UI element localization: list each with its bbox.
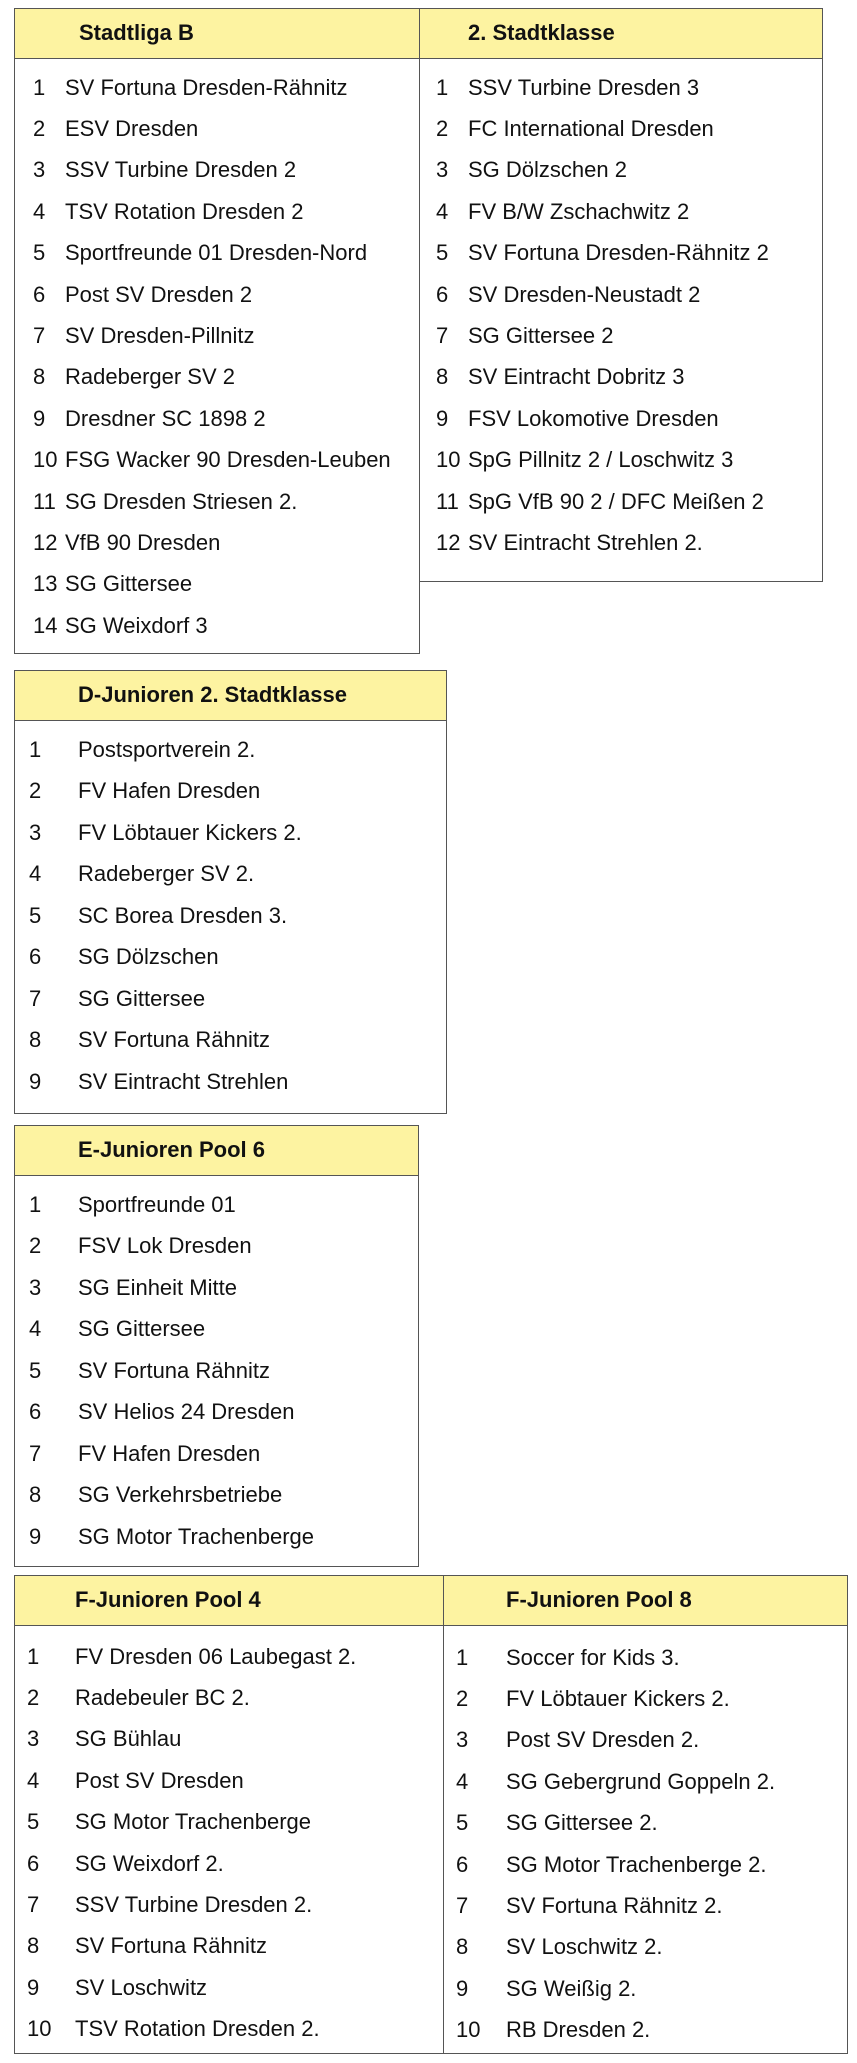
team-name: FSV Lok Dresden [78,1233,252,1258]
team-name: Sportfreunde 01 Dresden-Nord [65,240,368,266]
rank-number: 8 [33,364,46,390]
table-row [15,108,419,149]
table-title: F-Junioren Pool 8 [444,1576,847,1626]
rank-number: 11 [33,488,56,514]
team-name: SV Fortuna Dresden-Rähnitz 2 [468,240,769,266]
table-row [15,1677,444,1718]
rank-number: 9 [436,405,449,431]
team-name: SV Loschwitz 2. [506,1934,663,1960]
table-row [15,1636,444,1677]
team-name: Sportfreunde 01 [78,1191,236,1217]
rank-number: 10 [27,2016,52,2042]
team-name: SG Gebergrund Goppeln 2. [506,1768,776,1794]
rank-number: 6 [456,1851,469,1877]
table-row [444,1637,847,1678]
table-row [420,108,822,149]
rank-number: 2 [436,115,449,141]
table-title: F-Junioren Pool 4 [15,1576,444,1626]
rank-number: 1 [27,1643,40,1669]
rank-number: 14 [33,612,58,638]
rank-number: 13 [33,571,58,597]
rank-number: 6 [29,944,42,969]
team-name: ESV Dresden [65,115,199,141]
team-name: FV Hafen Dresden [78,778,261,803]
table-row [15,936,446,977]
team-name: SG Dölzschen [78,944,219,969]
team-name: Radeberger SV 2 [65,364,235,390]
table-row [15,1350,418,1391]
team-name: SG Bühlau [75,1726,182,1752]
team-name: SV Fortuna Rähnitz [78,1357,270,1383]
team-name: SG Dresden Striesen 2. [65,488,298,514]
table-row [420,274,822,315]
table-row [444,1719,847,1760]
team-name: TSV Rotation Dresden 2. [75,2016,320,2042]
table-row [15,563,419,604]
team-name: SG Weißig 2. [506,1975,637,2001]
team-name: SV Eintracht Dobritz 3 [468,364,685,390]
rank-number: 5 [29,902,42,928]
team-name: SpG VfB 90 2 / DFC Meißen 2 [468,488,764,514]
team-name: FV Löbtauer Kickers 2. [506,1685,730,1711]
rank-number: 2 [33,115,46,141]
table-row [420,522,822,563]
rank-number: 3 [29,819,42,845]
rank-number: 1 [29,736,42,762]
rank-number: 9 [29,1068,42,1094]
rank-number: 8 [27,1933,40,1959]
table-row [444,1802,847,1843]
rank-number: 6 [29,1399,42,1424]
team-name: SG Weixdorf 3 [65,612,208,638]
table-row [444,1968,847,2009]
table-row [15,274,419,315]
team-name: SV Fortuna Rähnitz [78,1027,270,1052]
table-row [15,1433,418,1474]
table-row [15,1184,418,1225]
team-name: SG Gittersee 2 [468,322,614,348]
rank-number: 12 [33,529,58,555]
rank-number: 2 [29,1233,42,1258]
team-name: SG Verkehrsbetriebe [78,1482,283,1507]
team-name: Post SV Dresden 2. [506,1727,700,1753]
table-row [420,439,822,480]
table-row [15,1801,444,1842]
table-row [15,439,419,480]
team-name: SC Borea Dresden 3. [78,902,288,928]
table-row [444,2009,847,2050]
team-name: Post SV Dresden [75,1767,244,1793]
table-stadtklasse-2 [419,8,823,582]
rank-number: 10 [456,2017,481,2043]
table-row [15,1267,418,1308]
table-row [444,1844,847,1885]
rank-number: 2 [29,778,42,803]
rank-number: 12 [436,529,461,555]
table-row [15,481,419,522]
table-row [444,1761,847,1802]
rank-number: 5 [456,1810,469,1836]
table-row [15,812,446,853]
table-f-junioren-pool4 [14,1575,445,2054]
table-row [15,729,446,770]
rank-number: 11 [436,488,459,514]
team-name: SV Loschwitz [75,1974,208,2000]
table-title: Stadtliga B [15,9,419,59]
rank-number: 5 [29,1357,42,1383]
table-row [15,1925,444,1966]
table-row [420,356,822,397]
team-name: FSV Lokomotive Dresden [468,405,719,431]
team-name: Radeberger SV 2. [78,861,255,886]
team-name: SG Einheit Mitte [78,1274,237,1300]
rank-number: 3 [456,1727,469,1753]
table-row [15,398,419,439]
table-row [15,67,419,108]
rank-number: 10 [436,447,461,473]
rank-number: 7 [29,985,42,1011]
table-row [420,481,822,522]
team-name: SSV Turbine Dresden 2. [75,1891,313,1917]
team-name: SG Dölzschen 2 [468,157,627,183]
rank-number: 8 [29,1482,42,1507]
team-name: Postsportverein 2. [78,736,256,762]
team-name: Soccer for Kids 3. [506,1644,680,1670]
rank-number: 7 [27,1891,40,1917]
rank-number: 9 [456,1975,469,2001]
table-row [15,315,419,356]
table-row [420,398,822,439]
team-name: SV Fortuna Dresden-Rähnitz [65,74,348,100]
team-name: SG Motor Trachenberge 2. [506,1851,767,1877]
rank-number: 8 [456,1934,469,1960]
table-title: D-Junioren 2. Stadtklasse [15,671,446,721]
rank-number: 2 [27,1684,40,1710]
team-name: SV Fortuna Rähnitz 2. [506,1892,723,1918]
table-row [15,1061,446,1102]
team-name: SG Gittersee [65,571,193,597]
rank-number: 1 [33,74,46,100]
rank-number: 1 [456,1644,469,1670]
table-row [15,1884,444,1925]
team-name: SV Eintracht Strehlen [78,1068,289,1094]
rank-number: 7 [29,1440,42,1466]
rank-number: 7 [33,322,46,348]
table-row [15,1391,418,1432]
rank-number: 4 [456,1768,469,1794]
table-row [420,232,822,273]
team-name: FSG Wacker 90 Dresden-Leuben [65,447,391,473]
rank-number: 9 [33,405,46,431]
table-row [15,853,446,894]
team-name: FV B/W Zschachwitz 2 [468,198,690,224]
rank-number: 8 [29,1027,42,1052]
table-row [15,978,446,1019]
rank-number: 6 [33,281,46,307]
table-row [15,356,419,397]
rank-number: 7 [456,1892,469,1918]
table-row [15,1718,444,1759]
table-row [444,1926,847,1967]
table-row [15,1516,418,1557]
table-row [15,191,419,232]
team-name: SG Motor Trachenberge [78,1523,315,1549]
team-name: FV Dresden 06 Laubegast 2. [75,1643,357,1669]
table-e-junioren [14,1125,419,1567]
table-row [15,770,446,811]
table-row [444,1885,847,1926]
table-row [444,1678,847,1719]
team-name: TSV Rotation Dresden 2 [65,198,304,224]
table-row [420,191,822,232]
rank-number: 6 [27,1850,40,1876]
rank-number: 3 [29,1274,42,1300]
team-name: SV Fortuna Rähnitz [75,1933,267,1959]
rank-number: 5 [27,1809,40,1835]
team-name: SG Gittersee [78,1316,206,1341]
rank-number: 9 [27,1974,40,2000]
team-name: SV Eintracht Strehlen 2. [468,529,703,555]
table-f-junioren-pool8 [443,1575,848,2054]
table-row [15,149,419,190]
table-row [15,1019,446,1060]
rank-number: 1 [436,74,449,100]
team-name: Post SV Dresden 2 [65,281,253,307]
rank-number: 4 [29,1316,42,1341]
table-row [420,315,822,356]
table-d-junioren [14,670,447,1114]
rank-number: 3 [436,157,449,183]
rank-number: 5 [33,240,46,266]
rank-number: 3 [27,1726,40,1752]
team-name: Dresdner SC 1898 2 [65,405,266,431]
table-stadtliga-b [14,8,420,654]
team-name: FV Löbtauer Kickers 2. [78,819,302,845]
rank-number: 9 [29,1523,42,1549]
table-row [15,1308,418,1349]
table-row [15,1225,418,1266]
rank-number: 5 [436,240,449,266]
rank-number: 6 [436,281,449,307]
team-name: SG Motor Trachenberge [75,1809,312,1835]
team-name: SV Dresden-Neustadt 2 [468,281,701,307]
table-row [420,149,822,190]
table-row [15,232,419,273]
team-name: SSV Turbine Dresden 3 [468,74,700,100]
team-name: SSV Turbine Dresden 2 [65,157,297,183]
team-name: SV Helios 24 Dresden [78,1399,295,1424]
rank-number: 10 [33,447,58,473]
team-name: VfB 90 Dresden [65,529,221,555]
rank-number: 4 [27,1767,40,1793]
table-row [15,2008,444,2049]
rank-number: 8 [436,364,449,390]
team-name: SV Dresden-Pillnitz [65,322,255,348]
rank-number: 4 [436,198,449,224]
table-row [15,1760,444,1801]
team-name: RB Dresden 2. [506,2017,651,2043]
table-row [15,522,419,563]
table-row [15,605,419,646]
table-row [420,67,822,108]
table-row [15,1843,444,1884]
table-title: 2. Stadtklasse [420,9,822,59]
team-name: SpG Pillnitz 2 / Loschwitz 3 [468,447,734,473]
table-row [15,1967,444,2008]
team-name: SG Gittersee [78,985,206,1011]
team-name: SG Gittersee 2. [506,1810,658,1836]
rank-number: 4 [33,198,46,224]
rank-number: 1 [29,1191,42,1217]
table-title: E-Junioren Pool 6 [15,1126,418,1176]
table-row [15,1474,418,1515]
rank-number: 2 [456,1685,469,1711]
rank-number: 7 [436,322,449,348]
rank-number: 3 [33,157,46,183]
team-name: FC International Dresden [468,115,714,141]
table-row [15,895,446,936]
team-name: Radebeuler BC 2. [75,1684,250,1710]
team-name: SG Weixdorf 2. [75,1850,224,1876]
team-name: FV Hafen Dresden [78,1440,261,1466]
rank-number: 4 [29,861,42,886]
